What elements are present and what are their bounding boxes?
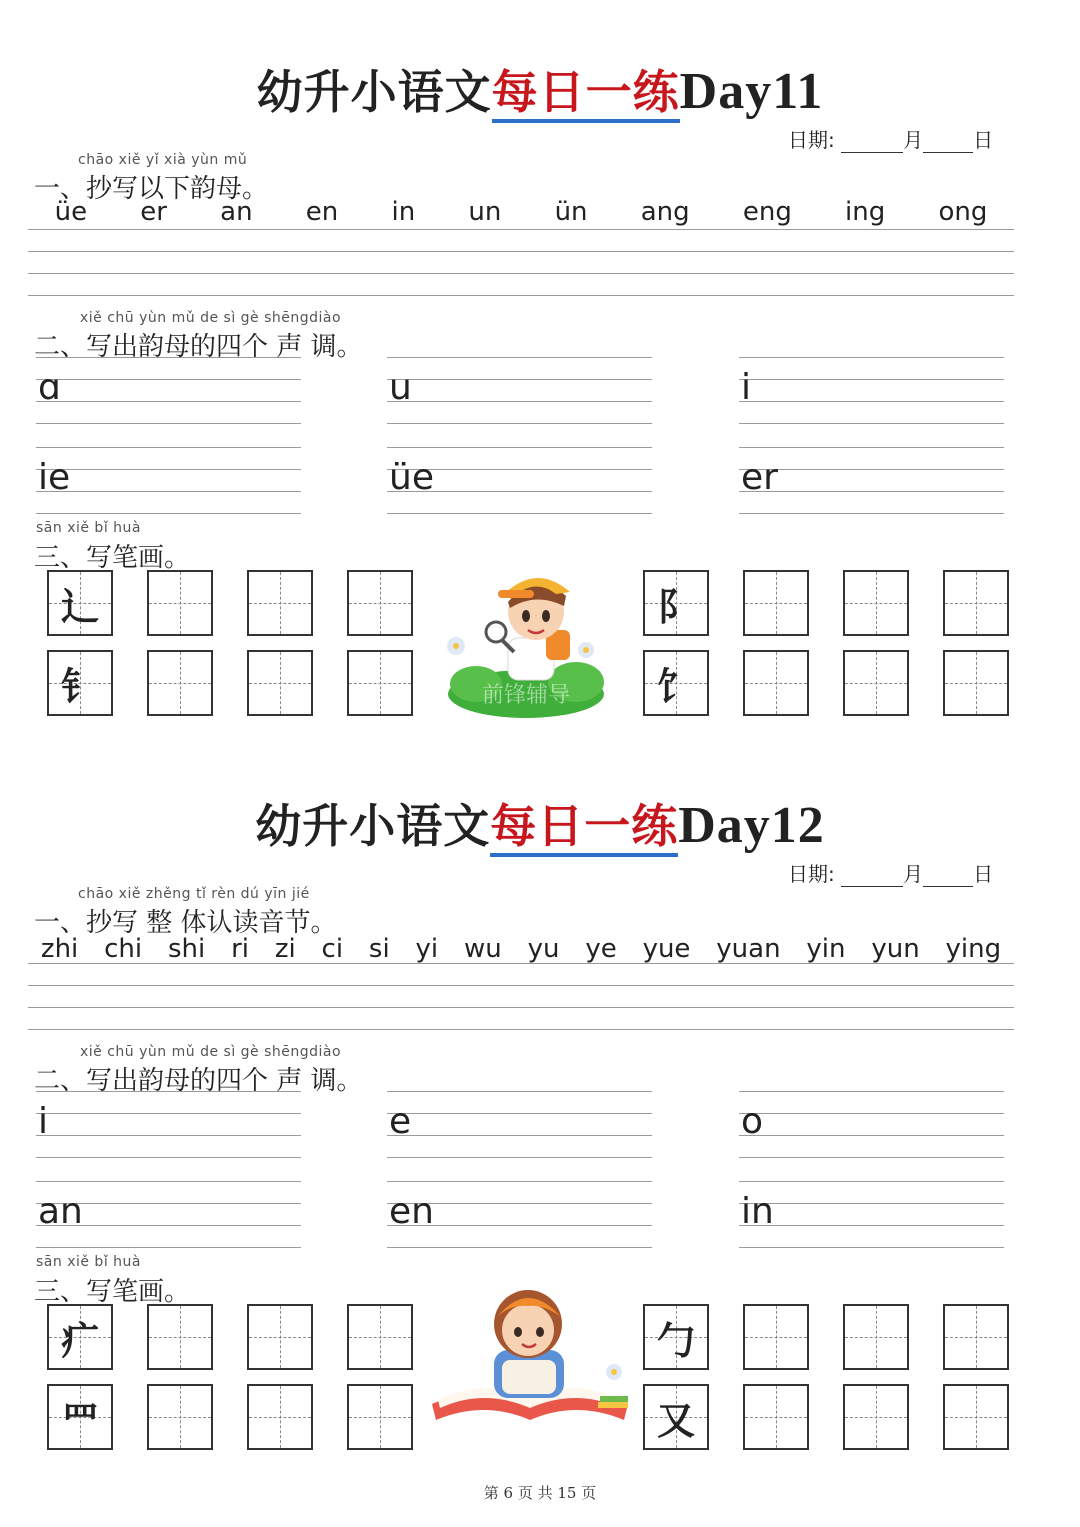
day12-s1-heading: 一、抄写 整 体认读音节。: [34, 908, 337, 938]
stroke-model-box: [47, 1304, 113, 1370]
stroke-character: 钅: [60, 663, 99, 709]
tone-writing-area[interactable]: [387, 447, 652, 513]
tone-writing-area[interactable]: [36, 357, 301, 423]
day12-s1-pinyin: chāo xiě zhěng tǐ rèn dú yīn jié: [78, 886, 310, 902]
tone-writing-area[interactable]: [387, 1181, 652, 1247]
syllable-item: an: [220, 197, 253, 227]
day12-title: 幼升小语文每日一练Day12: [0, 790, 1080, 856]
boy-explorer-illustration: [436, 566, 616, 726]
stroke-practice-box[interactable]: [743, 1384, 809, 1450]
syllable-item: un: [468, 197, 502, 227]
tone-writing-area[interactable]: [739, 1181, 1004, 1247]
day12-s2-pinyin: xiě chū yùn mǔ de sì gè shēngdiào: [80, 1044, 342, 1060]
stroke-practice-box[interactable]: [347, 650, 413, 716]
tone-writing-area[interactable]: [36, 1181, 301, 1247]
stroke-practice-box[interactable]: [943, 1304, 1009, 1370]
syllable-item: yuan: [716, 934, 781, 964]
syllable-item: er: [140, 197, 167, 227]
tone-vowel-label: üe: [389, 457, 434, 498]
tone-writing-area[interactable]: [739, 357, 1004, 423]
syllable-item: yi: [415, 934, 439, 964]
syllable-item: ing: [845, 197, 886, 227]
syllable-item: ri: [231, 934, 249, 964]
stroke-practice-box[interactable]: [743, 570, 809, 636]
tone-vowel-label: e: [389, 1101, 412, 1142]
day11-title: 幼升小语文每日一练Day11: [0, 56, 1080, 122]
stroke-practice-box[interactable]: [247, 1304, 313, 1370]
syllable-item: ci: [321, 934, 344, 964]
syllable-item: eng: [742, 197, 792, 227]
syllable-item: en: [305, 197, 339, 227]
stroke-practice-box[interactable]: [147, 650, 213, 716]
tone-writing-area[interactable]: [739, 1091, 1004, 1157]
stroke-practice-box[interactable]: [943, 1384, 1009, 1450]
stroke-practice-box[interactable]: [943, 570, 1009, 636]
stroke-model-box: [47, 570, 113, 636]
tone-vowel-label: in: [741, 1191, 774, 1232]
syllable-item: in: [391, 197, 416, 227]
stroke-model-box: [47, 650, 113, 716]
syllable-item: ün: [554, 197, 588, 227]
day11-s3-heading: 三、写笔画。: [34, 543, 191, 573]
stroke-practice-box[interactable]: [743, 1304, 809, 1370]
stroke-practice-box[interactable]: [147, 1304, 213, 1370]
tone-writing-area[interactable]: [387, 1091, 652, 1157]
girl-reading-illustration: [424, 1276, 636, 1432]
stroke-practice-box[interactable]: [247, 650, 313, 716]
syllable-item: yu: [527, 934, 560, 964]
tone-vowel-label: i: [741, 367, 752, 408]
tone-vowel-label: i: [38, 1101, 49, 1142]
day11-s1-letters: [28, 197, 1014, 227]
day11-s1-pinyin: chāo xiě yǐ xià yùn mǔ: [78, 152, 248, 168]
stroke-practice-box[interactable]: [147, 1384, 213, 1450]
stroke-model-box: [643, 650, 709, 716]
stroke-practice-box[interactable]: [347, 1304, 413, 1370]
day11-s1-heading: 一、抄写以下韵母。: [34, 174, 269, 204]
day12-s2-heading: 二、写出韵母的四个 声 调。: [34, 1066, 363, 1096]
syllable-item: ong: [938, 197, 988, 227]
watermark-text: 前锋辅导: [481, 683, 571, 708]
stroke-model-box: [47, 1384, 113, 1450]
stroke-model-box: [643, 1304, 709, 1370]
day11-s2-pinyin: xiě chū yùn mǔ de sì gè shēngdiào: [80, 310, 342, 326]
day12-s3-pinyin: sān xiě bǐ huà: [36, 1254, 141, 1270]
tone-vowel-label: er: [741, 457, 778, 498]
page-footer: 第 6 页 共 15 页: [483, 1484, 597, 1502]
stroke-practice-box[interactable]: [147, 570, 213, 636]
tone-writing-area[interactable]: [387, 357, 652, 423]
stroke-practice-box[interactable]: [843, 1384, 909, 1450]
syllable-item: yin: [806, 934, 846, 964]
day12-s3-heading: 三、写笔画。: [34, 1277, 191, 1307]
tone-writing-area[interactable]: [36, 447, 301, 513]
syllable-item: shi: [167, 934, 206, 964]
syllable-item: zi: [274, 934, 296, 964]
stroke-practice-box[interactable]: [743, 650, 809, 716]
tone-vowel-label: en: [389, 1191, 434, 1232]
stroke-practice-box[interactable]: [943, 650, 1009, 716]
stroke-character: 疒: [60, 1317, 99, 1363]
day11-date-field[interactable]: 日期: 月 日: [788, 128, 994, 152]
syllable-item: yun: [871, 934, 920, 964]
syllable-item: si: [368, 934, 390, 964]
stroke-character: 又: [656, 1397, 695, 1443]
syllable-item: yue: [642, 934, 691, 964]
day12-date-field[interactable]: 日期: 月 日: [788, 862, 994, 886]
stroke-practice-box[interactable]: [247, 1384, 313, 1450]
tone-vowel-label: ie: [38, 457, 71, 498]
tone-vowel-label: o: [741, 1101, 764, 1142]
tone-vowel-label: ɑ: [38, 367, 61, 408]
stroke-character: 阝: [656, 583, 695, 629]
syllable-item: üe: [54, 197, 88, 227]
syllable-item: wu: [464, 934, 502, 964]
stroke-practice-box[interactable]: [843, 650, 909, 716]
stroke-model-box: [643, 570, 709, 636]
stroke-character: 辶: [60, 583, 99, 629]
day11-s2-heading: 二、写出韵母的四个 声 调。: [34, 332, 363, 362]
stroke-character: 罒: [60, 1397, 99, 1443]
stroke-character: 饣: [656, 663, 695, 709]
syllable-item: ang: [640, 197, 690, 227]
stroke-model-box: [643, 1384, 709, 1450]
syllable-item: zhi: [40, 934, 79, 964]
stroke-character: 勹: [656, 1317, 695, 1363]
day11-title-highlight: 每日一练: [492, 65, 680, 123]
syllable-item: ye: [585, 934, 617, 964]
syllable-item: ying: [945, 934, 1002, 964]
stroke-practice-box[interactable]: [843, 1304, 909, 1370]
syllable-item: chi: [104, 934, 143, 964]
day11-s3-pinyin: sān xiě bǐ huà: [36, 520, 141, 536]
stroke-practice-box[interactable]: [843, 570, 909, 636]
tone-vowel-label: an: [38, 1191, 83, 1232]
tone-writing-area[interactable]: [36, 1091, 301, 1157]
stroke-practice-box[interactable]: [347, 570, 413, 636]
day12-title-highlight: 每日一练: [490, 799, 678, 857]
tone-vowel-label: u: [389, 367, 412, 408]
stroke-practice-box[interactable]: [347, 1384, 413, 1450]
day12-s1-letters: [28, 934, 1014, 964]
stroke-practice-box[interactable]: [247, 570, 313, 636]
tone-writing-area[interactable]: [739, 447, 1004, 513]
